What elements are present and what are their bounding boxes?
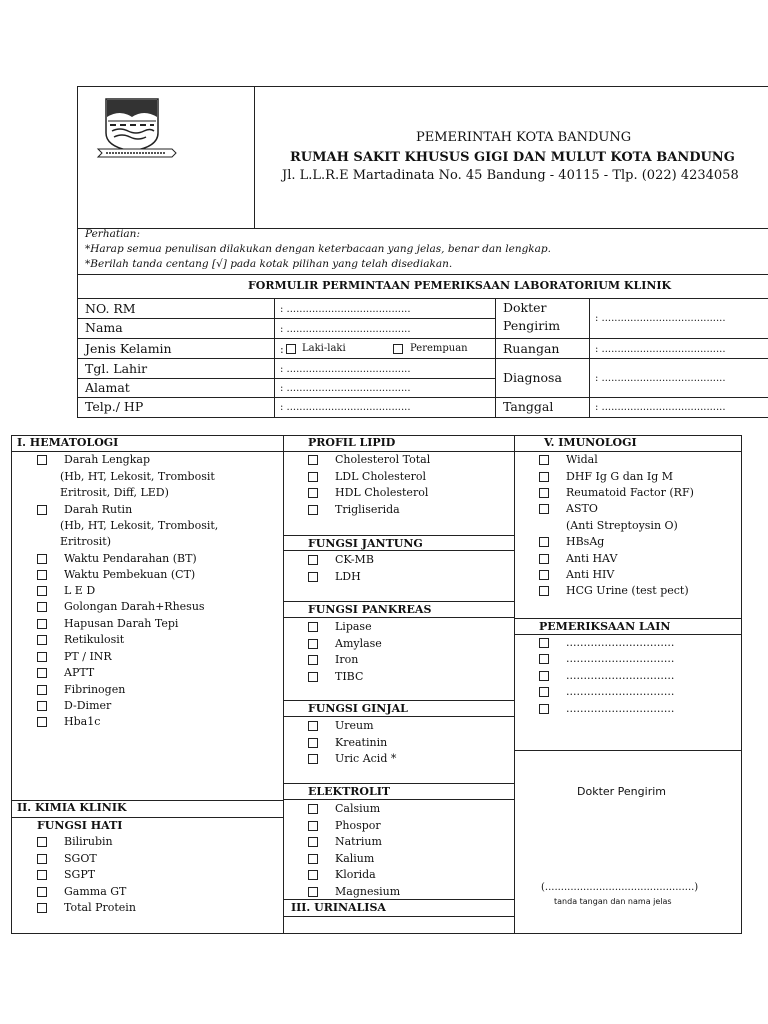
kimia-bilirubin-label: Bilirubin bbox=[64, 835, 113, 848]
signature-line[interactable]: (...............................................) bbox=[541, 882, 699, 893]
jenis-kelamin-colon: : bbox=[280, 343, 284, 356]
pemeriksaan-lain-5-checkbox[interactable] bbox=[539, 704, 549, 714]
label-diagnosa: Diagnosa bbox=[503, 370, 562, 385]
hematologi-hapusan-darah-tepi-label: Hapusan Darah Tepi bbox=[64, 617, 179, 630]
hematologi-hba1c-checkbox[interactable] bbox=[37, 717, 47, 727]
imunologi-anti-streptoysin-o-label: (Anti Streptoysin O) bbox=[566, 519, 678, 532]
imunologi-hcg-urine-test-pect-checkbox[interactable] bbox=[539, 586, 549, 596]
label-no-rm: NO. RM bbox=[85, 301, 136, 316]
elektrolit-klorida-label: Klorida bbox=[335, 868, 376, 881]
signature-caption: tanda tangan dan nama jelas bbox=[554, 897, 672, 906]
hematologi-hb-ht-lekosit-trombosit-label: (Hb, HT, Lekosit, Trombosit bbox=[60, 470, 215, 483]
elektrolit-title: ELEKTROLIT bbox=[308, 785, 391, 798]
hematologi-darah-lengkap-checkbox[interactable] bbox=[37, 455, 47, 465]
kimia-total-protein-checkbox[interactable] bbox=[37, 903, 47, 913]
kimia-sgot-label: SGOT bbox=[64, 851, 97, 865]
form-title: FORMULIR PERMINTAAN PEMERIKSAAN LABORATORIUM KLINIK bbox=[248, 279, 672, 292]
header-divider bbox=[254, 86, 255, 229]
diagnosa-field[interactable]: : ....................................... bbox=[595, 373, 726, 384]
label-tgl-lahir: Tgl. Lahir bbox=[85, 361, 148, 376]
ginjal-uric-acid-label: Uric Acid * bbox=[335, 752, 397, 765]
imunologi-anti-hav-label: Anti HAV bbox=[566, 552, 618, 565]
hematologi-darah-lengkap-label: Darah Lengkap bbox=[64, 453, 150, 466]
notice-line-1: *Harap semua penulisan dilakukan dengan keterbacaan yang jelas, benar dan lengkap. bbox=[85, 243, 551, 255]
imunologi-reumatoid-factor-rf-label: Reumatoid Factor (RF) bbox=[566, 486, 694, 499]
imunologi-widal-label: Widal bbox=[566, 453, 598, 466]
lipid-trigliserida-label: Trigliserida bbox=[335, 502, 400, 516]
imunologi-hbsag-label: HBsAg bbox=[566, 535, 605, 548]
lipid-trigliserida-checkbox[interactable] bbox=[308, 505, 318, 515]
pankreas-amylase-label: Amylase bbox=[335, 636, 382, 650]
label-alamat: Alamat bbox=[85, 380, 130, 395]
label-pengirim: Pengirim bbox=[503, 318, 561, 333]
laki-laki-label: Laki-laki bbox=[302, 343, 346, 354]
pankreas-tibc-label: TIBC bbox=[335, 669, 364, 683]
hematologi-d-dimer-checkbox[interactable] bbox=[37, 701, 47, 711]
lipid-hdl-cholesterol-checkbox[interactable] bbox=[308, 488, 318, 498]
hematologi-fibrinogen-label: Fibrinogen bbox=[64, 683, 126, 696]
pankreas-amylase-checkbox[interactable] bbox=[308, 639, 318, 649]
hematologi-pt-inr-checkbox[interactable] bbox=[37, 652, 47, 662]
elektrolit-magnesium-checkbox[interactable] bbox=[308, 887, 318, 897]
elektrolit-natrium-checkbox[interactable] bbox=[308, 837, 318, 847]
perempuan-label: Perempuan bbox=[410, 343, 468, 354]
ginjal-ureum-label: Ureum bbox=[335, 719, 374, 732]
pankreas-tibc-checkbox[interactable] bbox=[308, 672, 318, 682]
label-nama: Nama bbox=[85, 320, 123, 335]
imunologi-hbsag-checkbox[interactable] bbox=[539, 537, 549, 547]
imunologi-reumatoid-factor-rf-checkbox[interactable] bbox=[539, 488, 549, 498]
hematologi-pt-inr-label: PT / INR bbox=[64, 650, 112, 663]
hematologi-hb-ht-lekosit-trombosit-label: (Hb, HT, Lekosit, Trombosit, bbox=[60, 519, 219, 532]
ginjal-kreatinin-checkbox[interactable] bbox=[308, 738, 318, 748]
elektrolit-kalium-label: Kalium bbox=[335, 851, 375, 865]
hematologi-retikulosit-label: Retikulosit bbox=[64, 633, 125, 646]
lipid-ldl-cholesterol-label: LDL Cholesterol bbox=[335, 469, 427, 483]
label-dokter: Dokter bbox=[503, 300, 547, 315]
dokter-pengirim-field[interactable]: : ....................................... bbox=[595, 313, 726, 324]
label-telp: Telp./ HP bbox=[85, 399, 144, 414]
imunologi-dhf-ig-g-dan-ig-m-label: DHF Ig G dan Ig M bbox=[566, 470, 674, 483]
header-government: PEMERINTAH KOTA BANDUNG bbox=[416, 130, 632, 145]
pemeriksaan-lain-4-checkbox[interactable] bbox=[539, 687, 549, 697]
pankreas-lipase-checkbox[interactable] bbox=[308, 622, 318, 632]
hematologi-aptt-checkbox[interactable] bbox=[37, 668, 47, 678]
alamat-field[interactable]: : ....................................... bbox=[280, 383, 411, 394]
kimia-sgpt-checkbox[interactable] bbox=[37, 870, 47, 880]
imunologi-anti-hav-checkbox[interactable] bbox=[539, 554, 549, 564]
elektrolit-calsium-checkbox[interactable] bbox=[308, 804, 318, 814]
pankreas-iron-checkbox[interactable] bbox=[308, 655, 318, 665]
hematologi-waktu-pembekuan-ct-label: Waktu Pembekuan (CT) bbox=[64, 568, 196, 581]
hematologi-aptt-label: APTT bbox=[64, 666, 95, 679]
fungsi-ginjal-title: FUNGSI GINJAL bbox=[308, 702, 408, 715]
kimia-gamma-gt-label: Gamma GT bbox=[64, 884, 127, 898]
header-address: Jl. L.L.R.E Martadinata No. 45 Bandung - 40115 - Tlp. (022) 4234058 bbox=[282, 168, 739, 183]
jantung-ldh-checkbox[interactable] bbox=[308, 572, 318, 582]
jantung-ck-mb-checkbox[interactable] bbox=[308, 555, 318, 565]
signature-title: Dokter Pengirim bbox=[577, 785, 666, 798]
elektrolit-phospor-label: Phospor bbox=[335, 818, 381, 832]
label-jenis-kelamin: Jenis Kelamin bbox=[85, 341, 172, 356]
imunologi-dhf-ig-g-dan-ig-m-checkbox[interactable] bbox=[539, 472, 549, 482]
elektrolit-klorida-checkbox[interactable] bbox=[308, 870, 318, 880]
hematologi-retikulosit-checkbox[interactable] bbox=[37, 635, 47, 645]
pankreas-iron-label: Iron bbox=[335, 653, 359, 666]
pemeriksaan-lain-1-checkbox[interactable] bbox=[539, 638, 549, 648]
tanggal-field[interactable]: : ....................................... bbox=[595, 402, 726, 413]
notice-title: Perhatian: bbox=[85, 228, 140, 240]
pemeriksaan-lain-1-label: ............................... bbox=[566, 636, 675, 649]
hematologi-hapusan-darah-tepi-checkbox[interactable] bbox=[37, 619, 47, 629]
imunologi-asto-label: ASTO bbox=[566, 502, 598, 515]
pemeriksaan-lain-3-checkbox[interactable] bbox=[539, 671, 549, 681]
hematologi-darah-rutin-checkbox[interactable] bbox=[37, 505, 47, 515]
hematologi-title: I. HEMATOLOGI bbox=[17, 436, 119, 449]
imunologi-anti-hiv-label: Anti HIV bbox=[566, 568, 615, 581]
imunologi-widal-checkbox[interactable] bbox=[539, 455, 549, 465]
telp-field[interactable]: : ....................................... bbox=[280, 402, 411, 413]
city-emblem-icon bbox=[96, 93, 180, 159]
jantung-ldh-label: LDH bbox=[335, 569, 361, 583]
hematologi-eritrosit-label: Eritrosit) bbox=[60, 535, 111, 548]
kimia-sgpt-label: SGPT bbox=[64, 868, 96, 882]
lipid-cholesterol-total-checkbox[interactable] bbox=[308, 455, 318, 465]
elektrolit-phospor-checkbox[interactable] bbox=[308, 821, 318, 831]
hematologi-l-e-d-checkbox[interactable] bbox=[37, 586, 47, 596]
fungsi-pankreas-title: FUNGSI PANKREAS bbox=[308, 603, 432, 616]
lipid-hdl-cholesterol-label: HDL Cholesterol bbox=[335, 486, 429, 499]
hematologi-golongan-darah-rhesus-checkbox[interactable] bbox=[37, 602, 47, 612]
notice-line-2: *Berilah tanda centang [√] pada kotak pilihan yang telah disediakan. bbox=[85, 258, 453, 270]
lipid-cholesterol-total-label: Cholesterol Total bbox=[335, 453, 431, 466]
label-ruangan: Ruangan bbox=[503, 341, 560, 356]
tgl-lahir-field[interactable]: : ....................................... bbox=[280, 364, 411, 375]
profil-lipid-title: PROFIL LIPID bbox=[308, 436, 396, 449]
ginjal-ureum-checkbox[interactable] bbox=[308, 721, 318, 731]
imunologi-anti-hiv-checkbox[interactable] bbox=[539, 570, 549, 580]
nama-field[interactable]: : ....................................... bbox=[280, 324, 411, 335]
pemeriksaan-lain-3-label: ............................... bbox=[566, 668, 675, 682]
kimia-total-protein-label: Total Protein bbox=[64, 901, 136, 915]
hematologi-d-dimer-label: D-Dimer bbox=[64, 699, 112, 712]
pemeriksaan-lain-title: PEMERIKSAAN LAIN bbox=[539, 620, 671, 633]
hematologi-fibrinogen-checkbox[interactable] bbox=[37, 685, 47, 695]
kimia-sgot-checkbox[interactable] bbox=[37, 854, 47, 864]
hematologi-waktu-pendarahan-bt-label: Waktu Pendarahan (BT) bbox=[64, 552, 197, 565]
hematologi-eritrosit-diff-led-label: Eritrosit, Diff, LED) bbox=[60, 486, 169, 499]
urinalisa-title: III. URINALISA bbox=[291, 901, 386, 914]
hematologi-waktu-pendarahan-bt-checkbox[interactable] bbox=[37, 554, 47, 564]
pankreas-lipase-label: Lipase bbox=[335, 620, 372, 633]
no-rm-field[interactable]: : ....................................... bbox=[280, 304, 411, 315]
hematologi-hba1c-label: Hba1c bbox=[64, 715, 101, 728]
kimia-gamma-gt-checkbox[interactable] bbox=[37, 887, 47, 897]
pemeriksaan-lain-4-label: ............................... bbox=[566, 685, 675, 699]
lipid-ldl-cholesterol-checkbox[interactable] bbox=[308, 472, 318, 482]
hematologi-l-e-d-label: L E D bbox=[64, 584, 96, 597]
imunologi-hcg-urine-test-pect-label: HCG Urine (test pect) bbox=[566, 584, 689, 597]
elektrolit-magnesium-label: Magnesium bbox=[335, 884, 401, 898]
imunologi-asto-checkbox[interactable] bbox=[539, 504, 549, 514]
label-tanggal: Tanggal bbox=[503, 399, 554, 414]
ruangan-field[interactable]: : ....................................... bbox=[595, 344, 726, 355]
hematologi-darah-rutin-label: Darah Rutin bbox=[64, 503, 133, 516]
header-hospital-name: RUMAH SAKIT KHUSUS GIGI DAN MULUT KOTA BANDUNG bbox=[290, 150, 735, 165]
pemeriksaan-lain-5-label: ............................... bbox=[566, 701, 675, 715]
pemeriksaan-lain-2-label: ............................... bbox=[566, 652, 675, 666]
perempuan-checkbox[interactable] bbox=[393, 344, 403, 354]
ginjal-kreatinin-label: Kreatinin bbox=[335, 735, 388, 749]
kimia-bilirubin-checkbox[interactable] bbox=[37, 837, 47, 847]
hematologi-waktu-pembekuan-ct-checkbox[interactable] bbox=[37, 570, 47, 580]
ginjal-uric-acid-checkbox[interactable] bbox=[308, 754, 318, 764]
imunologi-title: V. IMUNOLOGI bbox=[544, 436, 637, 449]
fungsi-jantung-title: FUNGSI JANTUNG bbox=[308, 537, 423, 550]
jantung-ck-mb-label: CK-MB bbox=[335, 553, 374, 566]
laki-laki-checkbox[interactable] bbox=[286, 344, 296, 354]
kimia-klinik-title: II. KIMIA KLINIK bbox=[17, 801, 127, 814]
fungsi-hati-title: FUNGSI HATI bbox=[37, 819, 123, 832]
hematologi-golongan-darah-rhesus-label: Golongan Darah+Rhesus bbox=[64, 600, 205, 613]
pemeriksaan-lain-2-checkbox[interactable] bbox=[539, 654, 549, 664]
elektrolit-calsium-label: Calsium bbox=[335, 802, 381, 815]
elektrolit-natrium-label: Natrium bbox=[335, 835, 382, 848]
elektrolit-kalium-checkbox[interactable] bbox=[308, 854, 318, 864]
